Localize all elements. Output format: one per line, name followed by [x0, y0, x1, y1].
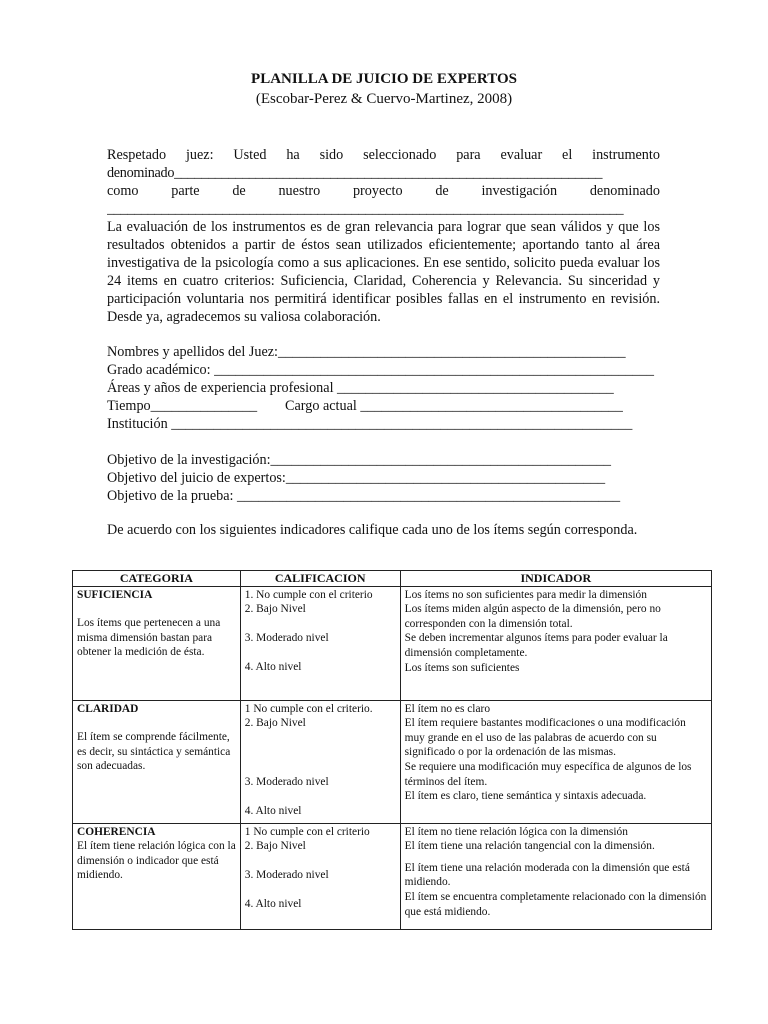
category-cell [73, 823, 241, 929]
research-objective-field[interactable]: Objetivo de la investigación:________________________________________________ [107, 452, 612, 468]
rating-option: 3. Moderado nivel [244, 776, 329, 789]
indicator-text: El ítem requiere bastantes modificaciones o una modificación muy grande en el uso de las palabras de acuerdo con su significado o por la ordenación de las mismas. [404, 717, 686, 759]
indicator-cell [400, 823, 711, 929]
rating-option: 3. Moderado nivel [244, 632, 329, 645]
indicator-cell [400, 700, 711, 823]
indicator-text: Se deben incrementar algunos ítems para poder evaluar la dimensión completamente. [404, 632, 668, 659]
rating-option: 4. Alto nivel [244, 661, 302, 674]
indicator-text: El ítem tiene una relación tangencial con la dimensión. [404, 840, 655, 853]
rating-option: 4. Alto nivel [244, 898, 302, 911]
table-header-row [73, 571, 712, 587]
intro-body: La evaluación de los instrumentos es de gran relevancia para lograr que sean válidos y que los resultados obtenidos a partir de éstos sean utilizados eficientemente; aportando tanto al área investigativa de la psicología como a sus aplicaciones. En ese sentido, solicito pueda evaluar los 24 items en cuatro criterios: Suficiencia, Claridad, Coherencia y Relevancia. Su sinceridad y participación voluntaria nos permitirá identificar posibles fallas en el instrumento en revisión. Desde ya, agradecemos su valiosa colaboración. [107, 219, 660, 325]
indicator-text: El ítem tiene una relación moderada con la dimensión que está midiendo. [404, 861, 690, 889]
time-position-row [107, 397, 660, 415]
indicator-text: El ítem no tiene relación lógica con la dimensión [404, 825, 628, 838]
category-description: Los ítems que pertenecen a una misma dimensión bastan para obtener la medición de ésta. [77, 617, 221, 659]
intro-line-3: como parte de nuestro proyecto de investigación denominado [107, 183, 660, 199]
indicator-text: El ítem se encuentra completamente relacionado con la dimensión que está midiendo. [404, 890, 707, 918]
category-name: COHERENCIA [77, 825, 156, 838]
experience-field[interactable]: Áreas y años de experiencia profesional _______________________________________ [107, 380, 614, 396]
rating-option: 2. Bajo Nivel [244, 717, 306, 730]
academic-degree-field[interactable]: Grado académico: ______________________________________________________________ [107, 362, 654, 378]
institution-field[interactable]: Institución _________________________________________________________________ [107, 416, 633, 432]
rating-option: 2. Bajo Nivel [244, 603, 306, 616]
category-name: SUFICIENCIA [77, 588, 153, 601]
table-row [73, 586, 712, 700]
indicator-text: El ítem no es claro [404, 702, 491, 715]
indicator-text: Los ítems miden algún aspecto de la dimensión, pero no corresponden con la dimensión total. [404, 603, 661, 630]
category-description: El ítem tiene relación lógica con la dimensión o indicador que está midiendo. [77, 840, 236, 882]
document-subtitle: (Escobar-Perez & Cuervo-Martinez, 2008) [255, 91, 513, 107]
criteria-table [72, 570, 712, 930]
category-description: El ítem se comprende fácilmente, es decir, su sintáctica y semántica son adecuadas. [77, 731, 231, 773]
header-rating: CALIFICACION [240, 571, 400, 587]
position-field[interactable]: Cargo actual _____________________________________ [285, 398, 623, 414]
rating-option: 1. No cumple con el criterio [244, 588, 373, 601]
header-indicator: INDICADOR [400, 571, 711, 587]
intro-paragraph [107, 146, 660, 326]
instruction-text: De acuerdo con los siguientes indicadores califique cada uno de los ítems según corresponda. [107, 522, 638, 538]
test-objective-field[interactable]: Objetivo de la prueba: ______________________________________________________ [107, 488, 621, 504]
indicator-text: El ítem es claro, tiene semántica y sintaxis adecuada. [404, 790, 647, 803]
indicator-text: Se requiere una modificación muy específica de algunos de los términos del ítem. [404, 760, 692, 788]
rating-option: 1 No cumple con el criterio [244, 825, 370, 838]
judgment-objective-field[interactable]: Objetivo del juicio de expertos:_____________________________________________ [107, 470, 606, 486]
rating-cell [240, 700, 400, 823]
document-title: PLANILLA DE JUICIO DE EXPERTOS [251, 71, 517, 87]
indicator-text: Los ítems son suficientes [404, 661, 520, 674]
rating-cell [240, 823, 400, 929]
category-cell [73, 586, 241, 700]
intro-line-1: Respetado juez: Usted ha sido seleccionado para evaluar el instrumento [107, 147, 660, 163]
indicator-cell [400, 586, 711, 700]
judge-name-field[interactable]: Nombres y apellidos del Juez:_________________________________________________ [107, 344, 626, 360]
header-category: CATEGORIA [73, 571, 241, 587]
instrument-name-line[interactable]: denominado_______________________________________________________________ [107, 165, 603, 181]
project-name-line[interactable]: ____________________________________________________________________________ [107, 201, 624, 217]
category-name: CLARIDAD [77, 702, 139, 715]
rating-option: 1 No cumple con el criterio. [244, 702, 373, 715]
table-row [73, 823, 712, 929]
table-row [73, 700, 712, 823]
indicator-text: Los ítems no son suficientes para medir la dimensión [404, 588, 647, 601]
rating-option: 4. Alto nivel [244, 805, 302, 818]
time-field[interactable]: Tiempo_______________ [107, 398, 258, 414]
category-cell [73, 700, 241, 823]
rating-option: 3. Moderado nivel [244, 869, 329, 882]
rating-option: 2. Bajo Nivel [244, 840, 306, 853]
rating-cell [240, 586, 400, 700]
